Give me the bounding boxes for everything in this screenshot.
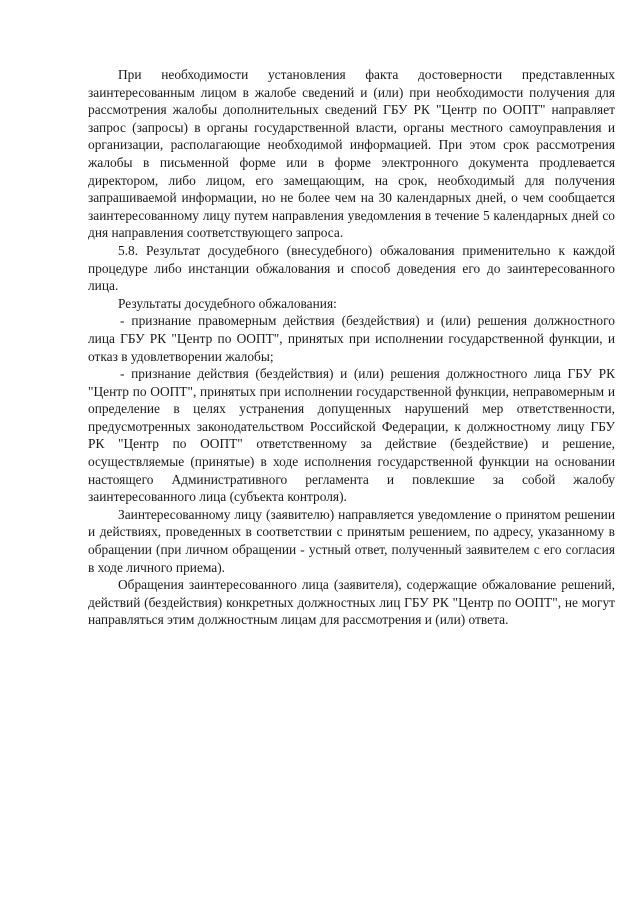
document-body <box>88 66 615 629</box>
paragraph-results-heading: Результаты досудебного обжалования: <box>118 295 337 311</box>
paragraph-result-lawful: - признание правомерным действия (бездействия) и (или) решения должностного лица ГБУ РК "Центр по ООПТ", принятых при исполнении государственной функции, и отказ в удовлетворении жалобы; <box>88 313 615 364</box>
paragraph-section-5-8: 5.8. Результат досудебного (внесудебного) обжалования применительно к каждой процедуре либо инстанции обжалования и способ доведения его до заинтересованного лица. <box>88 242 615 294</box>
paragraph-complaints-restriction: Обращения заинтересованного лица (заявителя), содержащие обжалование решений, действий (бездействия) конкретных должностных лиц ГБУ РК "Центр по ООПТ", не могут направляться этим должностным лицам для рассмотрения и (или) ответа. <box>88 577 615 628</box>
paragraph-request-info: При необходимости установления факта достоверности представленных заинтересованным лицом в жалобе сведений и (или) при необходимости получения для рассмотрения жалобы дополнительных сведений ГБУ РК "Центр по ООПТ" направляет запрос (запросы) в органы государственной власти, органы местного самоуправления и организации, располагающие необходимой информацией. При этом срок рассмотрения жалобы в письменной форме или в форме электронного документа продлевается директором, либо лицом, его замещающим, на срок, необходимый для получения запрашиваемой информации, но не более чем на 30 календарных дней, о чем сообщается заинтересованному лицу путем направления уведомления в течение 5 календарных дней со дня направления соответствующего запроса. <box>88 67 615 241</box>
paragraph-notification: Заинтересованному лицу (заявителю) направляется уведомление о принятом решении и действиях, проведенных в соответствии с принятым решением, по адресу, указанному в обращении (при личном обращении - устный ответ, полученный заявителем с его согласия в ходе личного приема). <box>88 506 615 575</box>
paragraph-result-unlawful: - признание действия (бездействия) и (или) решения должностного лица ГБУ РК "Центр по ООПТ", принятых при исполнении государственной функции, неправомерным и определение в целях устранения допущенных нарушений мер ответственности, предусмотренных законодательством Российской Федерации, к должностному лицу ГБУ РК "Центр по ООПТ" ответственному за действие (бездействие) и решение, осуществляемые (принятые) в ходе исполнения государственной функции на основании настоящего Административного регламента и повлекшие за собой жалобу заинтересованного лица (субъекта контроля). <box>88 366 615 505</box>
